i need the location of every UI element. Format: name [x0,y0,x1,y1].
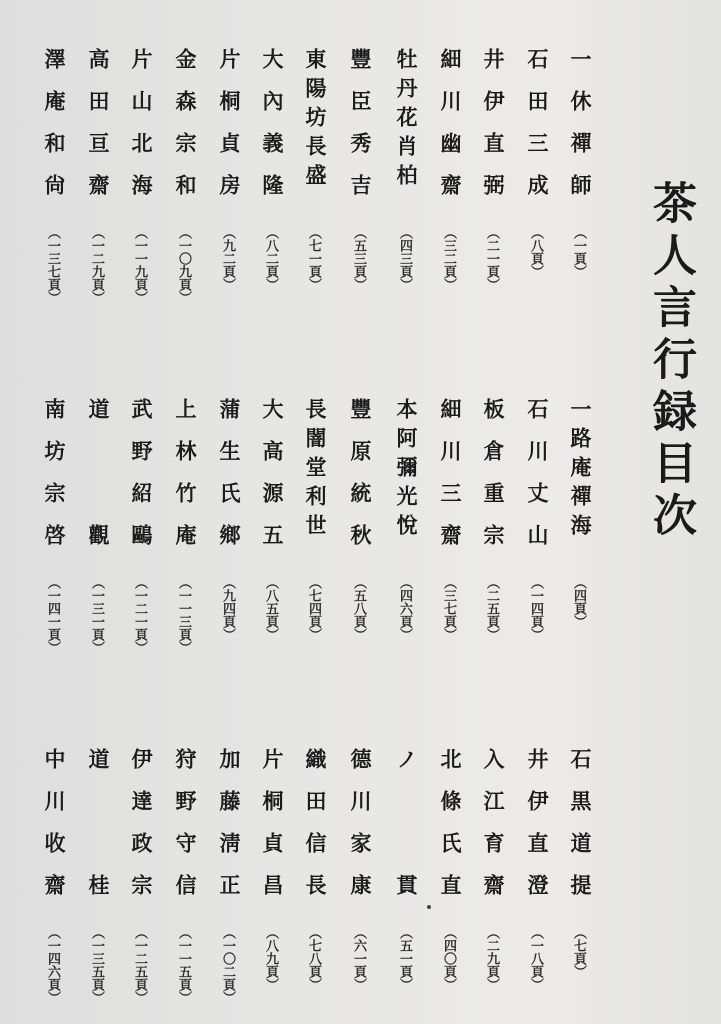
entry-name: 北條氏直 [438,748,463,916]
entry-page: （七一頁） [306,226,321,291]
entry-name: 一休禪師 [568,48,593,216]
entry-page: （五一頁） [397,926,412,991]
entry-page: （一三五頁） [89,926,104,1004]
entry-page: （八頁） [528,226,543,278]
entry-page: （三七頁） [441,576,456,641]
entry-name: 片桐貞房 [217,48,242,216]
entry-name: 上林竹庵 [173,398,198,566]
entry-page: （三二頁） [441,226,456,291]
entry-name: 一路庵禪海 [568,398,593,543]
entry-name: 細川幽齋 [438,48,463,216]
entry-page: （四三頁） [397,226,412,291]
entry-page: （一一三頁） [176,576,191,654]
entry-name: 豐臣秀吉 [348,48,373,216]
entry-name: 石黒道提 [568,748,593,916]
entry-name: 大高源五 [260,398,285,566]
entry-page: （一四頁） [528,576,543,641]
entry-page: （四〇頁） [441,926,456,991]
entry-page: （八九頁） [263,926,278,991]
entry-page: （一二九頁） [89,226,104,304]
entry-name: 大內義隆 [260,48,285,216]
entry-name: 澤庵和尙 [42,48,67,216]
entry-name: 高田亘齋 [86,48,111,216]
entry-page: （一二一頁） [132,576,147,654]
entry-page: （一四一頁） [45,576,60,654]
entry-page: （六一頁） [351,926,366,991]
entry-name: 豐原統秋 [348,398,373,566]
entry-name: 織田信長 [303,748,328,916]
entry-page: （二九頁） [484,926,499,991]
entry-page: （一一九頁） [132,226,147,304]
entry-page: （一三一頁） [89,576,104,654]
entry-name: 本阿彌光悅 [394,398,419,543]
entry-name: 石田三成 [525,48,550,216]
entry-name: 板倉重宗 [481,398,506,566]
entry-page: （四頁） [571,576,586,628]
entry-name: 蒲生氏鄉 [217,398,242,566]
entry-page: （一四六頁） [45,926,60,1004]
entry-page: （一〇二頁） [220,926,235,1004]
entry-name: 牡丹花肖柏 [394,48,419,193]
entry-name: 片山北海 [129,48,154,216]
entry-name: 南坊宗啓 [42,398,67,566]
entry-name: 入江育齋 [481,748,506,916]
print-speck [427,905,431,909]
entry-page: （五八頁） [351,576,366,641]
entry-name: 道 桂 [86,748,111,916]
entry-page: （七頁） [571,926,586,978]
entry-name: 加藤淸正 [217,748,242,916]
entry-page: （一二五頁） [132,926,147,1004]
entry-name: 金森宗和 [173,48,198,216]
entry-page: （八五頁） [263,576,278,641]
entry-name: 狩野守信 [173,748,198,916]
entry-page: （九二頁） [220,226,235,291]
entry-name: 道 觀 [86,398,111,566]
entry-page: （四六頁） [397,576,412,641]
entry-name: 德川家康 [348,748,373,916]
entry-name: 長闇堂利世 [303,398,328,543]
entry-page: （一三七頁） [45,226,60,304]
entry-name: 石川丈山 [525,398,550,566]
entry-page: （七八頁） [306,926,321,991]
entry-name: 中川收齋 [42,748,67,916]
entry-name: 伊達政宗 [129,748,154,916]
entry-name: 井伊直弼 [481,48,506,216]
entry-page: （二一頁） [484,226,499,291]
entry-page: （二五頁） [484,576,499,641]
entry-page: （一一五頁） [176,926,191,1004]
entry-name: 細川三齋 [438,398,463,566]
entry-name: 東陽坊長盛 [303,48,328,193]
entry-page: （五三頁） [351,226,366,291]
entry-page: （八二頁） [263,226,278,291]
entry-page: （七四頁） [306,576,321,641]
entry-page: （九四頁） [220,576,235,641]
entry-name: 井伊直澄 [525,748,550,916]
entry-page: （一八頁） [528,926,543,991]
page-title: 茶人言行録目次 [645,180,696,544]
entry-name: 片桐貞昌 [260,748,285,916]
entry-name: 武野紹鷗 [129,398,154,566]
entry-page: （一頁） [571,226,586,278]
entry-name: ノ 貫 [394,748,419,916]
entry-page: （一〇九頁） [176,226,191,304]
